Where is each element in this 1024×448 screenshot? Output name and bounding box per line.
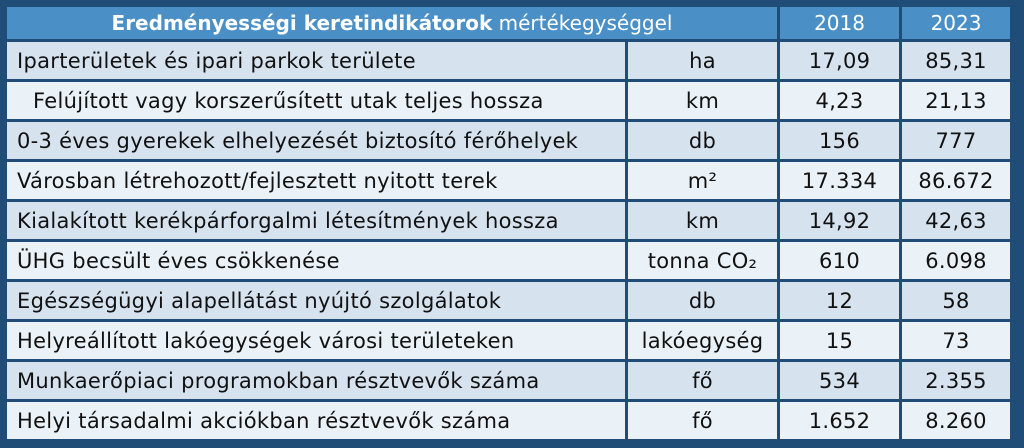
table-row	[7, 402, 1010, 439]
table-row	[7, 82, 1010, 119]
indicator-label: 0-3 éves gyerekek elhelyezését biztosító férőhelyek	[7, 122, 625, 159]
table-row	[7, 362, 1010, 399]
indicator-label: Városban létrehozott/fejlesztett nyitott terek	[7, 162, 625, 199]
indicator-label: Helyi társadalmi akciókban résztvevők száma	[7, 402, 625, 439]
unit-cell: fő	[628, 402, 777, 439]
value-2018-cell: 14,92	[780, 202, 899, 239]
indicator-label: Munkaerőpiaci programokban résztvevők száma	[7, 362, 625, 399]
table-row	[7, 322, 1010, 359]
title-bold: Eredményességi keretindikátorok	[111, 11, 493, 35]
header-row	[7, 7, 1010, 39]
table-row	[7, 242, 1010, 279]
table-row	[7, 282, 1010, 319]
value-2018-cell: 15	[780, 322, 899, 359]
year-2018-header: 2018	[780, 7, 899, 39]
value-2023-cell: 86.672	[902, 162, 1010, 199]
value-2018-cell: 156	[780, 122, 899, 159]
unit-cell: db	[628, 282, 777, 319]
unit-cell: lakóegység	[628, 322, 777, 359]
indicator-label: Iparterületek és ipari parkok területe	[7, 42, 625, 79]
value-2023-cell: 42,63	[902, 202, 1010, 239]
table-row	[7, 162, 1010, 199]
indicator-label: Helyreállított lakóegységek városi területeken	[7, 322, 625, 359]
table-title	[7, 7, 777, 39]
unit-cell: ha	[628, 42, 777, 79]
year-2023-header: 2023	[902, 7, 1010, 39]
value-2023-cell: 777	[902, 122, 1010, 159]
indicator-label: Kialakított kerékpárforgalmi létesítmények hossza	[7, 202, 625, 239]
value-2018-cell: 12	[780, 282, 899, 319]
value-2018-cell: 1.652	[780, 402, 899, 439]
indicator-label: Felújított vagy korszerűsített utak teljes hossza	[7, 82, 625, 119]
value-2018-cell: 610	[780, 242, 899, 279]
value-2023-cell: 2.355	[902, 362, 1010, 399]
unit-cell: km	[628, 202, 777, 239]
value-2023-cell: 58	[902, 282, 1010, 319]
unit-cell: m²	[628, 162, 777, 199]
value-2023-cell: 6.098	[902, 242, 1010, 279]
table-row	[7, 42, 1010, 79]
value-2018-cell: 4,23	[780, 82, 899, 119]
indicator-label: ÜHG becsült éves csökkenése	[7, 242, 625, 279]
indicator-label: Egészségügyi alapellátást nyújtó szolgálatok	[7, 282, 625, 319]
value-2018-cell: 17,09	[780, 42, 899, 79]
unit-cell: fő	[628, 362, 777, 399]
title-rest: mértékegységgel	[492, 11, 673, 35]
unit-cell: km	[628, 82, 777, 119]
unit-cell: db	[628, 122, 777, 159]
value-2023-cell: 73	[902, 322, 1010, 359]
indicator-table	[4, 4, 1013, 442]
table-row	[7, 202, 1010, 239]
value-2023-cell: 21,13	[902, 82, 1010, 119]
table-row	[7, 122, 1010, 159]
value-2018-cell: 17.334	[780, 162, 899, 199]
value-2018-cell: 534	[780, 362, 899, 399]
unit-cell: tonna CO₂	[628, 242, 777, 279]
value-2023-cell: 85,31	[902, 42, 1010, 79]
value-2023-cell: 8.260	[902, 402, 1010, 439]
